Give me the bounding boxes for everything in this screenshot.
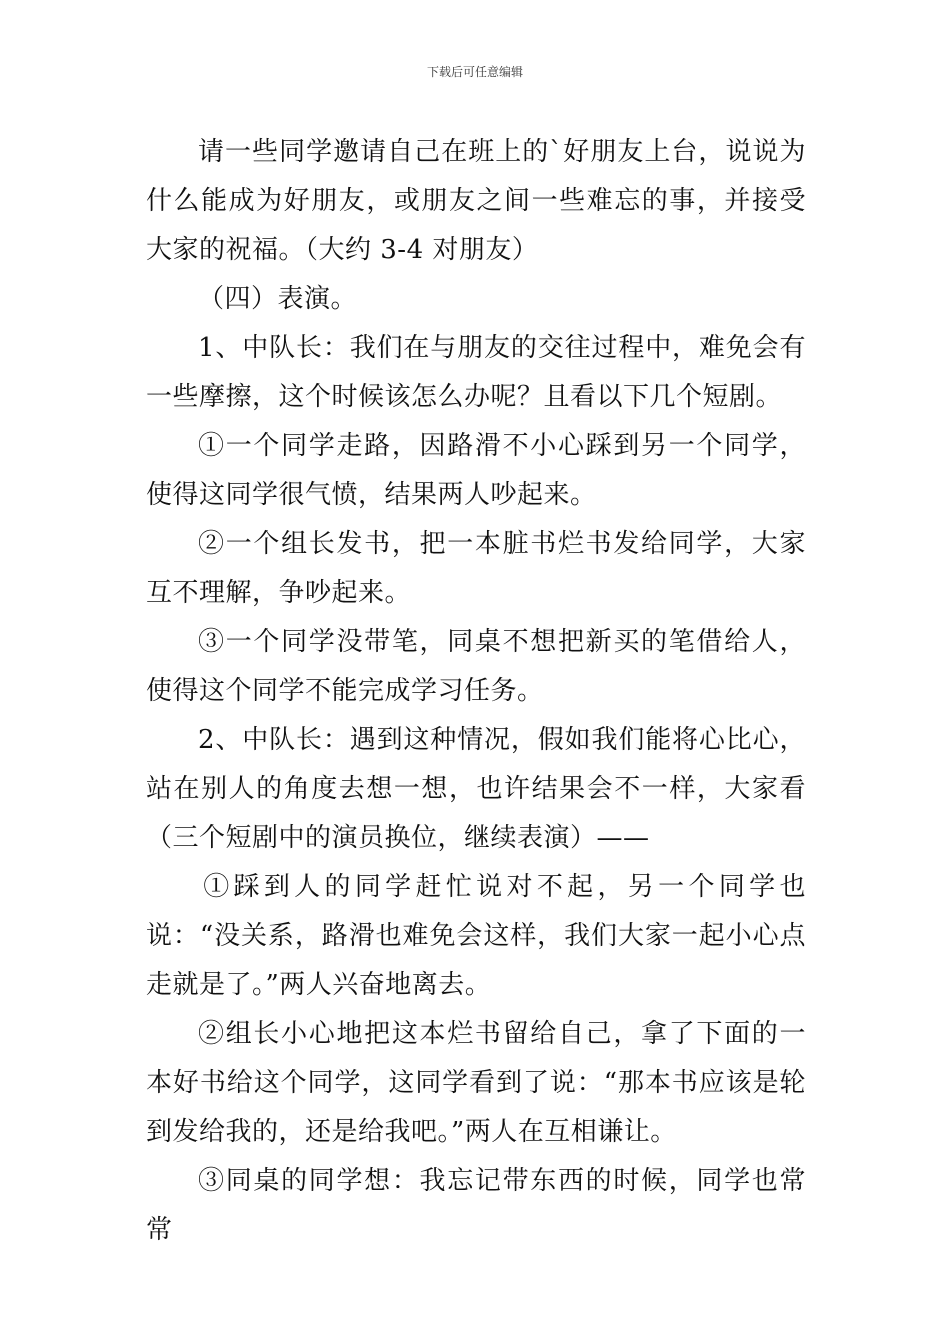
skit-3-conflict: ③一个同学没带笔，同桌不想把新买的笔借给人，使得这个同学不能完成学习任务。	[146, 627, 806, 706]
paragraph-invite-friends: 请一些同学邀请自己在班上的`好朋友上台，说说为什么能成为好朋友，或朋友之间一些难忘的事，并接受大家的祝福。（大约 3-4 对朋友）	[146, 137, 806, 265]
skit-1-conflict: ①一个同学走路，因路滑不小心踩到另一个同学，使得这同学很气愤，结果两人吵起来。	[146, 431, 806, 510]
section-heading-performance: （四）表演。	[198, 284, 358, 314]
paragraph-captain-intro: 1、中队长：我们在与朋友的交往过程中，难免会有一些摩擦，这个时候该怎么办呢？且看以下几个短剧。	[146, 333, 806, 412]
page-header: 下载后可任意编辑	[426, 65, 523, 79]
skit-1-resolution: ①踩到人的同学赶忙说对不起，另一个同学也说：“没关系，路滑也难免会这样，我们大家一起小心点走就是了。”两人兴奋地离去。	[146, 872, 806, 1000]
skit-2-resolution: ②组长小心地把这本烂书留给自己，拿了下面的一本好书给这个同学，这同学看到了说：“那本书应该是轮到发给我的，还是给我吧。”两人在互相谦让。	[146, 1019, 806, 1147]
skit-2-conflict: ②一个组长发书，把一本脏书烂书发给同学，大家互不理解，争吵起来。	[146, 529, 806, 608]
paragraph-captain-empathy: 2、中队长：遇到这种情况，假如我们能将心比心，站在别人的角度去想一想，也许结果会不一样，大家看（三个短剧中的演员换位，继续表演）——	[146, 725, 806, 853]
document-body	[146, 128, 806, 1255]
skit-3-resolution: ③同桌的同学想：我忘记带东西的时候，同学也常常	[146, 1166, 806, 1245]
